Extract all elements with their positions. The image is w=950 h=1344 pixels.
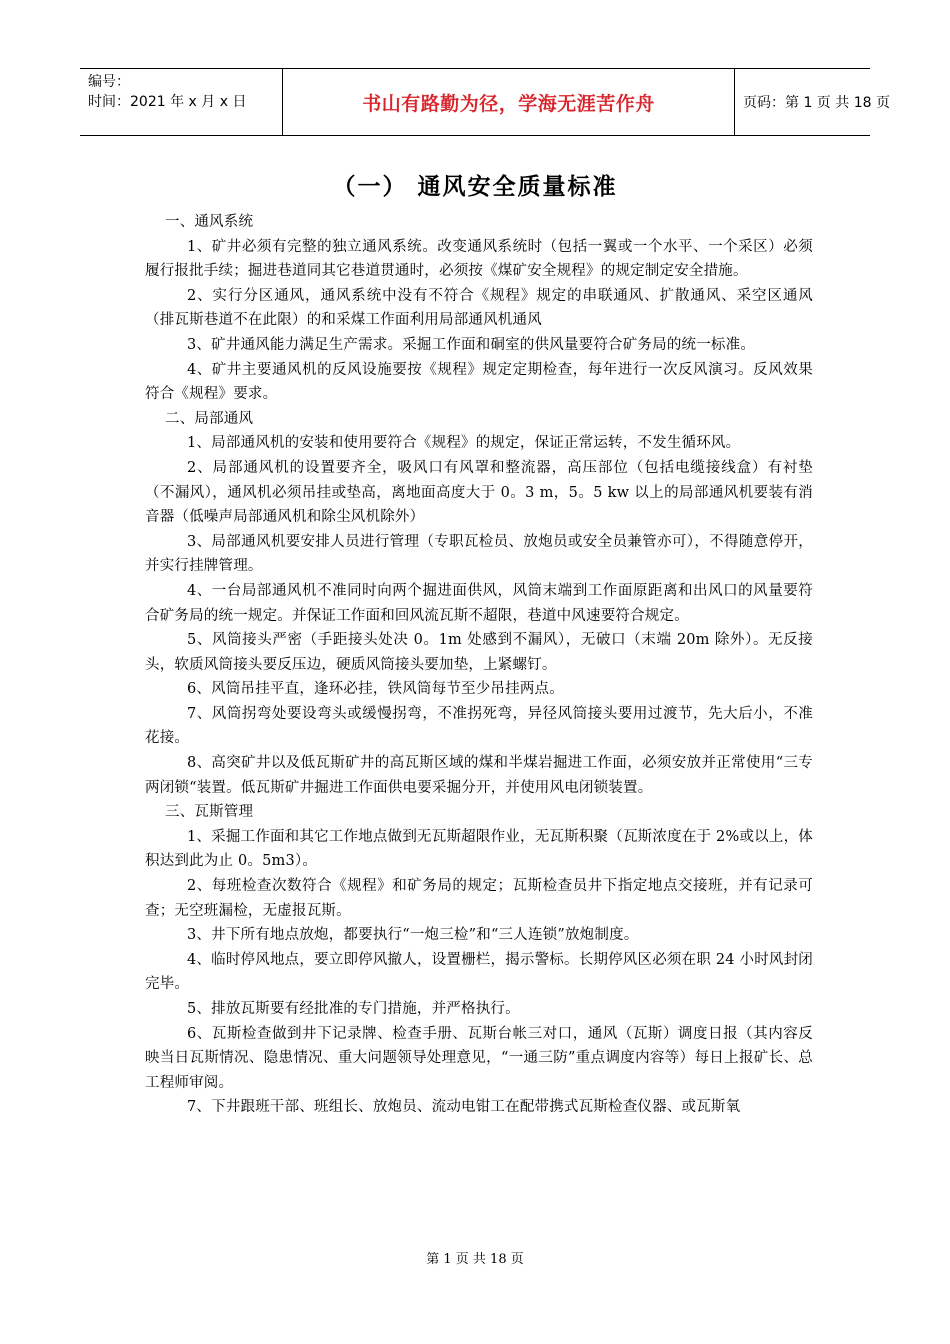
paragraph: 8、高突矿井以及低瓦斯矿井的高瓦斯区域的煤和半煤岩掘进工作面，必须安放并正常使用“三专两闭锁“装置。低瓦斯矿井掘进工作面供电要采掘分开，并使用风电闭锁装置。: [145, 755, 813, 796]
paragraph: 7、下井跟班干部、班组长、放炮员、流动电钳工在配带携式瓦斯检查仪器、或瓦斯氧: [187, 1099, 741, 1116]
paragraph: 2、实行分区通风，通风系统中没有不符合《规程》规定的串联通风、扩散通风、采空区通风（排瓦斯巷道不在此限）的和采煤工作面利用局部通风机通风: [145, 287, 813, 329]
number-label: 编号：: [88, 74, 130, 90]
paragraph: 3、局部通风机要安排人员进行管理（专职瓦检员、放炮员或安全员兼管亦可），不得随意停开，并实行挂牌管理。: [145, 533, 813, 575]
paragraph: 4、矿井主要通风机的反风设施要按《规程》规定定期检查，每年进行一次反风演习。反风效果符合《规程》要求。: [145, 361, 813, 403]
motto-cell: [282, 69, 735, 135]
document-body: [145, 210, 813, 1120]
document-title: （一） 通风安全质量标准: [332, 174, 618, 200]
paragraph: 1、矿井必须有完整的独立通风系统。改变通风系统时（包括一翼或一个水平、一个采区）必须履行报批手续；掘进巷道同其它巷道贯通时，必须按《煤矿安全规程》的规定制定安全措施。: [145, 238, 813, 280]
paragraph: 1、采掘工作面和其它工作地点做到无瓦斯超限作业，无瓦斯积聚（瓦斯浓度在于 2%或以上，体积达到此为止 0。5m3）。: [145, 828, 813, 870]
page-footer: 第 1 页 共 18 页: [426, 1252, 524, 1267]
section-heading: 一、通风系统: [165, 214, 254, 230]
paragraph: 5、排放瓦斯要有经批准的专门措施，并严格执行。: [187, 1001, 520, 1017]
paragraph: 2、局部通风机的设置要齐全，吸风口有风罩和整流器，高压部位（包括电缆接线盒）有衬垫（不漏风），通风机必须吊挂或垫高，离地面高度大于 0。3 m，5。5 kw 以上的局部通风机要装有消音器（低噪声局部通风机和除尘风机除外）: [145, 459, 813, 526]
paragraph: 2、每班检查次数符合《规程》和矿务局的规定；瓦斯检查员井下指定地点交接班，并有记录可查；无空班漏检，无虚报瓦斯。: [145, 878, 813, 919]
paragraph: 6、瓦斯检查做到井下记录牌、检查手册、瓦斯台帐三对口，通风（瓦斯）调度日报（其内容反映当日瓦斯情况、隐患情况、重大问题领导处理意见，“一通三防”重点调度内容等）每日上报矿长、总工程师审阅。: [145, 1025, 813, 1091]
motto-text: 书山有路勤为径，学海无涯苦作舟: [362, 92, 655, 115]
page-info-cell: [735, 69, 890, 135]
time-label: 时间：2021 年 x 月 x 日: [88, 94, 247, 110]
paragraph: 5、风筒接头严密（手距接头处决 0。1m 处感到不漏风），无破口（末端 20m 除外）。无反接头，软质风筒接头要反压边，硬质风筒接头要加垫，上紧螺钉。: [145, 632, 813, 673]
paragraph: 6、风筒吊挂平直，逢环必挂，铁风筒每节至少吊挂两点。: [187, 681, 564, 698]
paragraph: 3、矿井通风能力满足生产需求。采掘工作面和硐室的供风量要符合矿务局的统一标准。: [187, 336, 756, 353]
paragraph: 1、局部通风机的安装和使用要符合《规程》的规定，保证正常运转，不发生循环风。: [187, 435, 741, 452]
paragraph: 4、一台局部通风机不准同时向两个掘进面供风，风筒末端到工作面原距离和出风口的风量要符合矿务局的统一规定。并保证工作面和回风流瓦斯不超限，巷道中风速要符合规定。: [145, 582, 813, 624]
header-table: [80, 68, 890, 136]
paragraph: 7、风筒拐弯处要设弯头或缓慢拐弯，不准拐死弯，异径风筒接头要用过渡节，先大后小，不准花接。: [145, 705, 813, 747]
header-meta-cell: [80, 69, 282, 135]
page-info: 页码：第 1 页 共 18 页: [743, 95, 890, 111]
section-heading: 二、局部通风: [165, 410, 254, 427]
paragraph: 4、临时停风地点，要立即停风撤人，设置栅栏，揭示警标。长期停风区必须在职 24 小时风封闭完毕。: [145, 951, 813, 993]
paragraph: 3、井下所有地点放炮，都要执行“一炮三检”和“三人连锁”放炮制度。: [187, 927, 639, 944]
section-heading: 三、瓦斯管理: [165, 804, 254, 821]
